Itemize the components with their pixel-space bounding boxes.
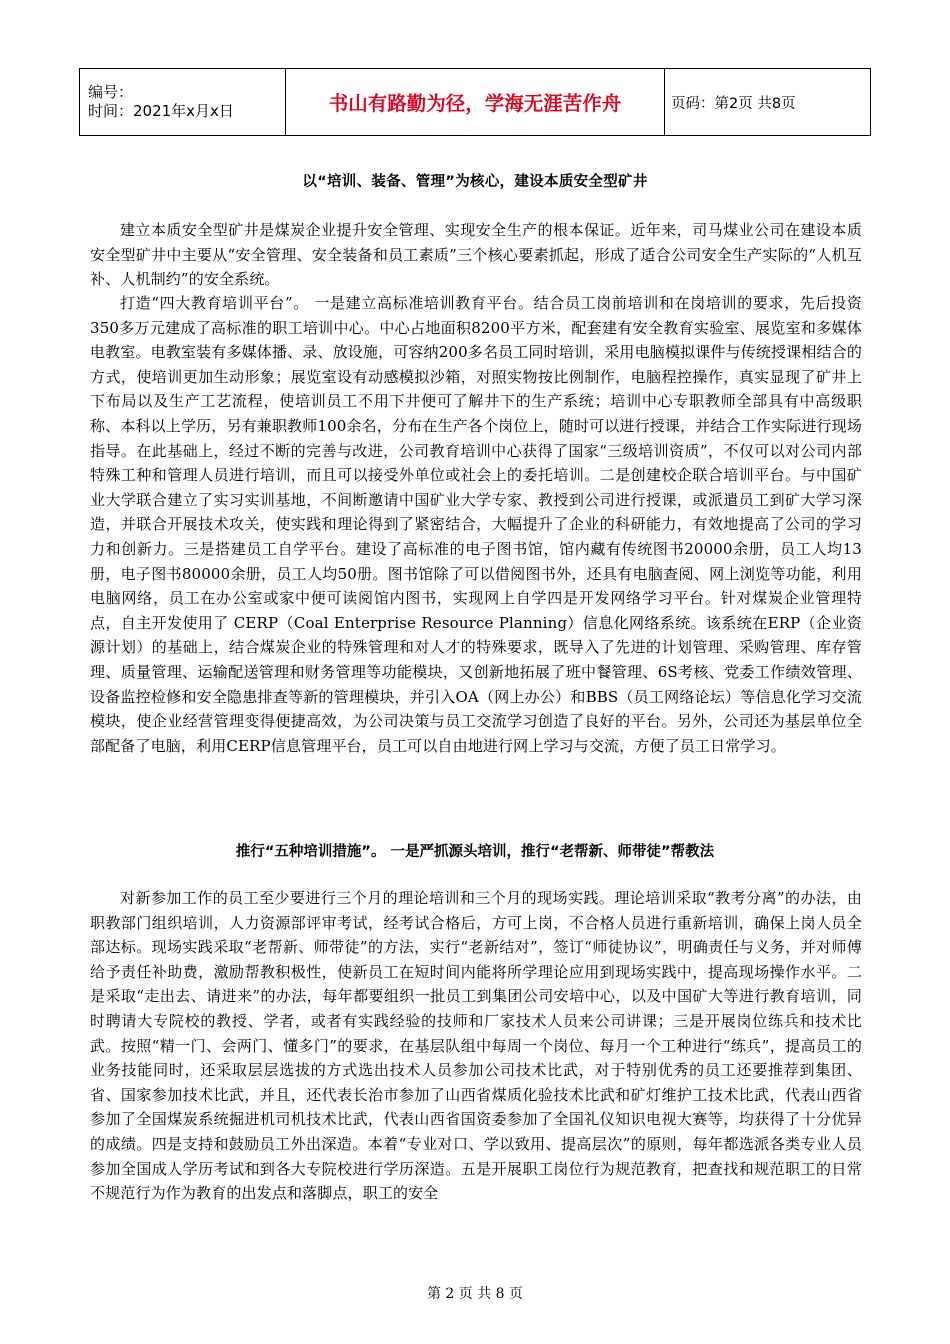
header-meta [80,69,286,136]
document-title: 以“培训、装备、管理”为核心，建设本质安全型矿井 [302,174,648,190]
page-footer: 第 2 页 共 8 页 [426,1286,524,1302]
document-time: 时间：2021年x月x日 [88,102,234,120]
header-motto: 书山有路勤为径，学海无涯苦作舟 [286,69,665,136]
paragraph-intro: 建立本质安全型矿井是煤炭企业提升安全管理、实现安全生产的根本保证。近年来，司马煤业公司在建设本质安全型矿井中主要从“安全管理、安全装备和员工素质”三个核心要素抓起，形成了适合公司安全生产实际的“人机互补、人机制约”的安全系统。 [90,221,862,289]
paragraph-four-platforms: 打造“四大教育培训平台”。 一是建立高标准培训教育平台。结合员工岗前培训和在岗培训的要求，先后投资350多万元建成了高标准的职工培训中心。中心占地面积8200平方米，配套建有安全教育实验室、展览室和多媒体电教室。电教室装有多媒体播、录、放设施，可容纳200多名员工同时培训，采用电脑模拟课件与传统授课相结合的方式，使培训更加生动形象；展览室设有动感模拟沙箱，对照实物按比例制作，电脑程控操作，真实显现了矿井上下布局以及生产工艺流程，使培训员工不用下井便可了解井下的生产系统；培训中心专职教师全部具有中高级职称、本科以上学历，另有兼职教师100余名，分布在生产各个岗位上，随时可以进行授课，并结合工作实际进行现场指导。在此基础上，经过不断的完善与改进，公司教育培训中心获得了国家“三级培训资质”，不仅可以对公司内部特殊工种和管理人员进行培训，而且可以接受外单位或社会上的委托培训。二是创建校企联合培训平台。与中国矿业大学联合建立了实习实训基地，不间断邀请中国矿业大学专家、教授到公司进行授课，或派遣员工到矿大学习深造，并联合开展技术攻关，使实践和理论得到了紧密结合，大幅提升了企业的科研能力，有效地提高了公司的学习力和创新力。三是搭建员工自学平台。建设了高标准的电子图书馆，馆内藏有传统图书20000余册，员工人均13册，电子图书80000余册，员工人均50册。图书馆除了可以借阅图书外，还具有电脑查阅、网上浏览等功能，利用电脑网络，员工在办公室或家中便可读阅馆内图书，实现网上自学四是开发网络学习平台。针对煤炭企业管理特点，自主开发使用了 CERP（Coal Enterprise Resource Planning）信息化网络系统。该系统在ERP（企业资源计划）的基础上，结合煤炭企业的特殊管理和对人才的特殊要求，既导入了先进的计划管理、采购管理、库存管理、质量管理、运输配送管理和财务管理等功能模块，又创新地拓展了班中餐管理、6S考核、党委工作绩效管理、设备监控检修和安全隐患排查等新的管理模块，并引入OA（网上办公）和BBS（员工网络论坛）等信息化学习交流模块，使企业经营管理变得便捷高效，为公司决策与员工交流学习创造了良好的平台。另外，公司还为基层单位全部配备了电脑，利用CERP信息管理平台，员工可以自由地进行网上学习与交流，方便了员工日常学习。 [90,294,862,755]
header-page-number: 页码：第2页 共8页 [665,69,871,136]
document-number: 编号： [88,83,134,101]
paragraph-five-measures: 对新参加工作的员工至少要进行三个月的理论培训和三个月的现场实践。理论培训采取“教考分离”的办法，由职教部门组织培训，人力资源部评审考试，经考试合格后，方可上岗，不合格人员进行重新培训，确保上岗人员全部达标。现场实践采取“老帮新、师带徒”的方法，实行“老新结对”，签订“师徒协议”，明确责任与义务，并对师傅给予责任补助费，激励帮教积极性，使新员工在短时间内能将所学理论应用到现场实践中，提高现场操作水平。二是采取“走出去、请进来”的办法，每年都要组织一批员工到集团公司安培中心，以及中国矿大等进行教育培训，同时聘请大专院校的教授、学者，或者有实践经验的技师和厂家技术人员来公司讲课；三是开展岗位练兵和技术比武。按照“精一门、会两门、懂多门”的要求，在基层队组中每周一个岗位、每月一个工种进行“练兵”，提高员工的业务技能同时，还采取层层选拔的方式选出技术人员参加公司技术比武，对于特别优秀的员工还要推荐到集团、省、国家参加技术比武，并且，还代表长治市参加了山西省煤质化验技术比武和矿灯维护工技术比武，代表山西省参加了全国煤炭系统掘进机司机技术比武，代表山西省国资委参加了全国礼仪知识电视大赛等，均获得了十分优异的成绩。四是支持和鼓励员工外出深造。本着“专业对口、学以致用、提高层次”的原则，每年都选派各类专业人员参加全国成人学历考试和到各大专院校进行学历深造。五是开展职工岗位行为规范教育，把查找和规范职工的日常不规范行为作为教育的出发点和落脚点，职工的安全 [90,889,862,1203]
page-header [79,68,871,136]
section-heading: 推行“五种培训措施”。 一是严抓源头培训，推行“老帮新、师带徒”帮教法 [235,844,715,860]
